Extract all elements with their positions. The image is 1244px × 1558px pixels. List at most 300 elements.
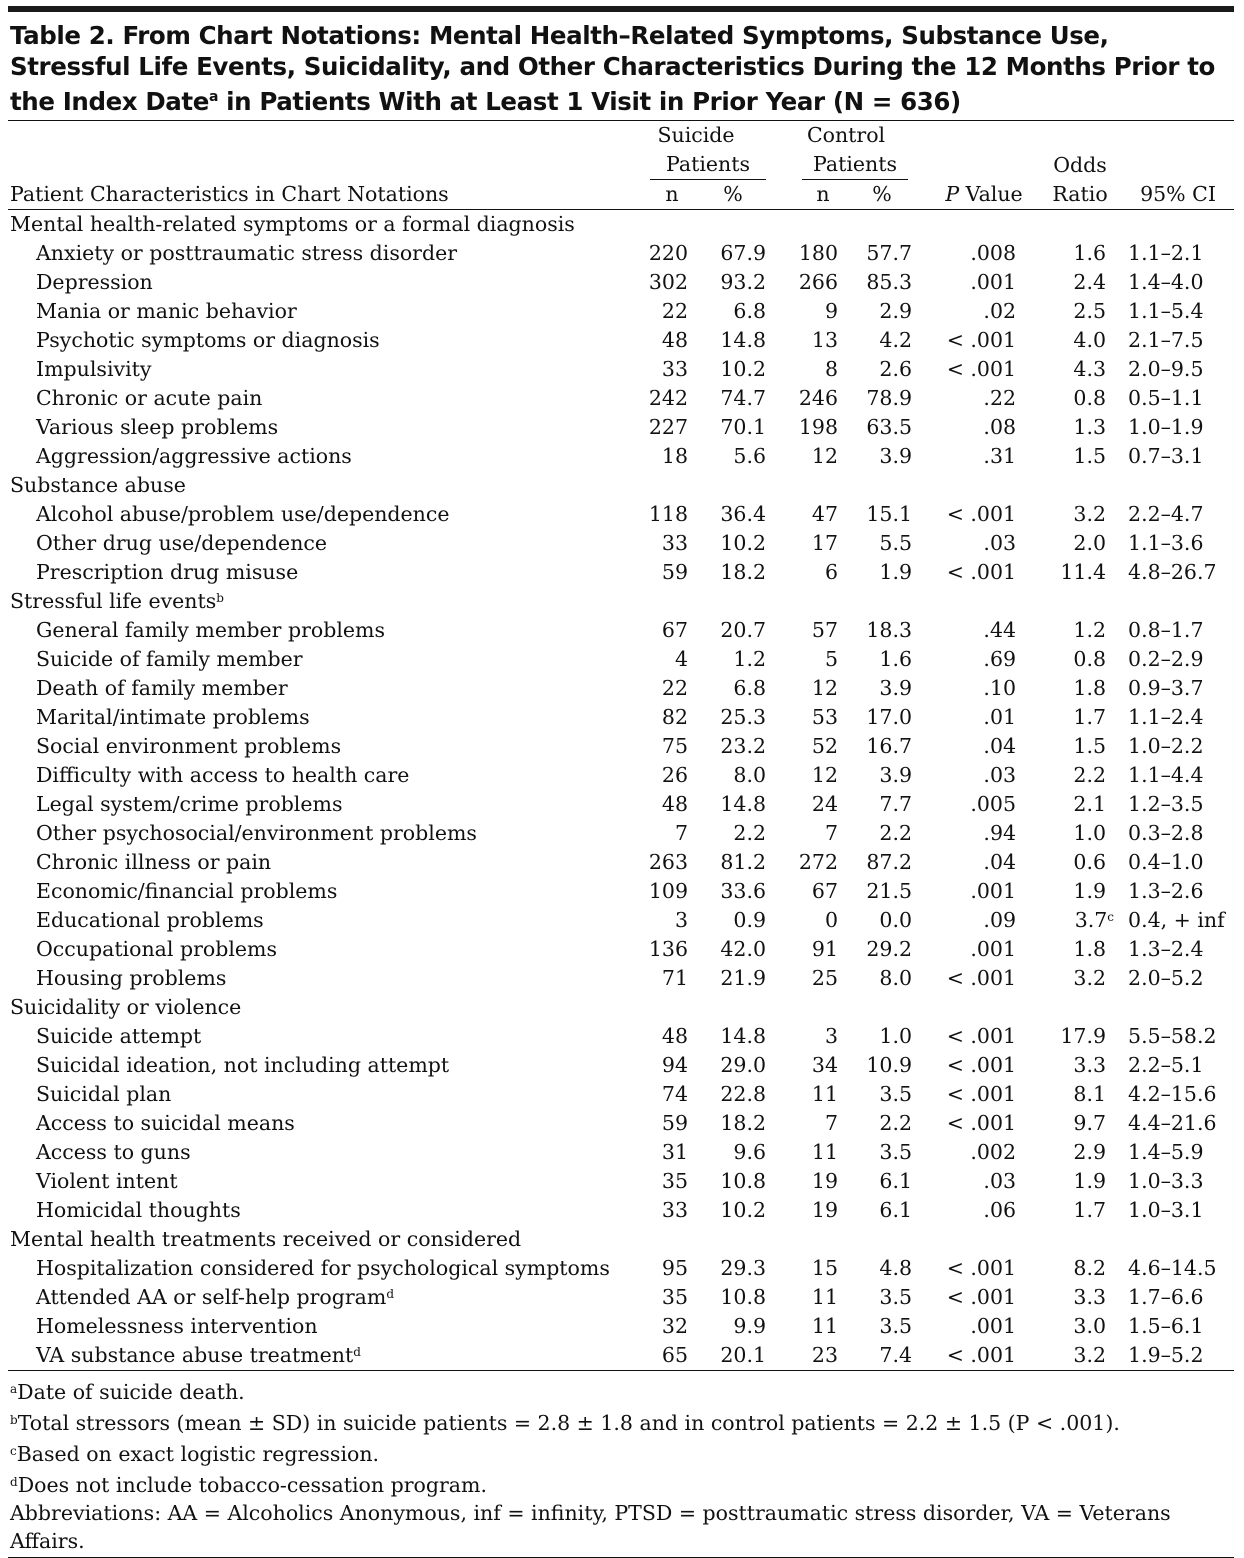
row-label-text: Access to suicidal means — [36, 1111, 295, 1136]
cell-p-value — [920, 326, 1038, 355]
cell-p-value — [920, 1312, 1038, 1341]
row-label — [8, 1167, 620, 1196]
cell-n-control — [772, 616, 844, 645]
cell-pct-suicide — [694, 1022, 772, 1051]
cell-odds-ratio — [1038, 1312, 1122, 1341]
cell-p-value-value: .01 — [983, 705, 1017, 730]
cell-pct-control — [844, 674, 920, 703]
section-row — [8, 1225, 1234, 1254]
cell-pct-suicide — [694, 413, 772, 442]
row-label-text: Chronic illness or pain — [36, 850, 272, 875]
cell-pct-suicide — [694, 761, 772, 790]
table-row — [8, 906, 1234, 935]
cell-pct-control — [844, 1254, 920, 1283]
cell-pct-suicide-value: 93.2 — [720, 270, 767, 295]
cell-n-suicide-value: 95 — [661, 1256, 688, 1281]
footnote-text: Total stressors (mean ± SD) in suicide patients = 2.8 ± 1.8 and in control patients = 2.2 ± 1.5 (P < .001). — [17, 1411, 1120, 1436]
section-label — [8, 1225, 1234, 1254]
row-label-text: Alcohol abuse/problem use/dependence — [36, 502, 450, 527]
cell-odds-ratio-value: 0.8 — [1073, 386, 1107, 411]
cell-odds-ratio-value: 4.3 — [1073, 357, 1107, 382]
cell-ci — [1122, 935, 1234, 964]
section-label — [8, 210, 1234, 240]
cell-ci-value: 1.7–6.6 — [1128, 1285, 1204, 1310]
row-label — [8, 703, 620, 732]
cell-pct-suicide — [694, 1254, 772, 1283]
cell-ci-value: 1.5–6.1 — [1128, 1314, 1204, 1339]
cell-p-value-value: < .001 — [946, 560, 1017, 585]
cell-n-control — [772, 1254, 844, 1283]
cell-ci-value: 1.3–2.6 — [1128, 879, 1204, 904]
table-row — [8, 500, 1234, 529]
cell-n-control — [772, 239, 844, 268]
footnote-mark: c — [10, 1444, 17, 1459]
cell-pct-control-value: 21.5 — [866, 879, 913, 904]
cell-pct-control — [844, 326, 920, 355]
cell-odds-ratio — [1038, 413, 1122, 442]
cell-n-control-value: 12 — [811, 444, 839, 469]
cell-p-value-value: .03 — [983, 763, 1017, 788]
title-footnote-mark: a — [208, 89, 219, 105]
cell-n-suicide-value: 302 — [648, 270, 688, 295]
cell-pct-suicide-value: 18.2 — [720, 560, 767, 585]
cell-n-control-value: 91 — [811, 937, 839, 962]
section-label — [8, 587, 1234, 616]
row-label — [8, 616, 620, 645]
cell-pct-suicide-value: 8.0 — [733, 763, 767, 788]
table-row — [8, 732, 1234, 761]
cell-pct-suicide — [694, 1051, 772, 1080]
cell-ci — [1122, 964, 1234, 993]
cell-pct-control-value: 4.8 — [879, 1256, 913, 1281]
cell-pct-suicide — [694, 239, 772, 268]
cell-n-control-value: 15 — [811, 1256, 839, 1281]
cell-ci — [1122, 239, 1234, 268]
cell-pct-suicide-value: 2.2 — [733, 821, 767, 846]
cell-n-control — [772, 906, 844, 935]
cell-pct-suicide — [694, 1341, 772, 1370]
cell-ci — [1122, 703, 1234, 732]
cell-p-value — [920, 239, 1038, 268]
cell-pct-suicide — [694, 819, 772, 848]
cell-n-suicide-value: 74 — [661, 1082, 688, 1107]
suicide-group-label: Suicide — [657, 123, 735, 148]
cell-odds-ratio — [1038, 616, 1122, 645]
table-row — [8, 703, 1234, 732]
cell-pct-control-value: 7.4 — [879, 1343, 913, 1368]
cell-odds-ratio-value: 3.2 — [1073, 966, 1107, 991]
footnote-mark: b — [10, 1413, 18, 1428]
cell-ci — [1122, 877, 1234, 906]
cell-ci — [1122, 1312, 1234, 1341]
table-row — [8, 384, 1234, 413]
header-row-3 — [8, 180, 1234, 210]
col-ci: 95% CI — [1140, 182, 1216, 207]
cell-n-suicide — [620, 761, 694, 790]
cell-p-value-value: < .001 — [946, 328, 1017, 353]
cell-pct-suicide — [694, 1109, 772, 1138]
cell-p-value-value: < .001 — [946, 1343, 1017, 1368]
cell-n-suicide-value: 35 — [661, 1285, 688, 1310]
cell-pct-control-value: 85.3 — [866, 270, 913, 295]
cell-n-control-value: 19 — [811, 1169, 839, 1194]
cell-pct-suicide-value: 22.8 — [720, 1082, 767, 1107]
cell-pct-suicide — [694, 1167, 772, 1196]
cell-n-suicide — [620, 413, 694, 442]
cell-n-control-value: 24 — [811, 792, 839, 817]
cell-n-suicide — [620, 616, 694, 645]
table-row — [8, 558, 1234, 587]
cell-pct-control — [844, 906, 920, 935]
cell-p-value — [920, 819, 1038, 848]
cell-odds-ratio-value: 8.2 — [1073, 1256, 1107, 1281]
cell-p-value — [920, 1283, 1038, 1312]
cell-p-value-value: .001 — [970, 1314, 1017, 1339]
table-bottom-rule — [8, 1370, 1234, 1371]
row-label-text: Mania or manic behavior — [36, 299, 297, 324]
footnote-mark: d — [353, 1345, 361, 1360]
title-suffix: in Patients With at Least 1 Visit in Prior Year (N = 636) — [218, 87, 961, 117]
row-label — [8, 674, 620, 703]
cell-odds-ratio — [1038, 384, 1122, 413]
section-row — [8, 587, 1234, 616]
table-row — [8, 442, 1234, 471]
cell-pct-control-value: 15.1 — [866, 502, 913, 527]
cell-pct-control — [844, 268, 920, 297]
cell-p-value-value: .001 — [970, 270, 1017, 295]
cell-n-control-value: 11 — [811, 1314, 839, 1339]
cell-pct-control — [844, 529, 920, 558]
row-label-text: Suicide of family member — [36, 647, 303, 672]
row-label-text: Other psychosocial/environment problems — [36, 821, 477, 846]
table-row — [8, 674, 1234, 703]
cell-odds-ratio-value: 11.4 — [1060, 560, 1107, 585]
cell-pct-control-value: 3.9 — [879, 763, 913, 788]
cell-p-value-value: .94 — [983, 821, 1017, 846]
cell-odds-ratio — [1038, 790, 1122, 819]
cell-n-control-value: 53 — [811, 705, 839, 730]
cell-p-value — [920, 790, 1038, 819]
row-label — [8, 1283, 620, 1312]
cell-pct-suicide — [694, 703, 772, 732]
cell-pct-control — [844, 1341, 920, 1370]
cell-p-value-value: .03 — [983, 531, 1017, 556]
table-row — [8, 616, 1234, 645]
row-label — [8, 1138, 620, 1167]
row-label — [8, 384, 620, 413]
cell-n-suicide — [620, 1051, 694, 1080]
cell-pct-control — [844, 848, 920, 877]
cell-ci-value: 1.9–5.2 — [1128, 1343, 1204, 1368]
row-label — [8, 877, 620, 906]
cell-pct-suicide-value: 10.2 — [720, 1198, 767, 1223]
cell-odds-ratio-value: 2.2 — [1073, 763, 1107, 788]
cell-ci-value: 1.1–5.4 — [1128, 299, 1204, 324]
cell-n-control — [772, 1341, 844, 1370]
cell-n-control-value: 3 — [824, 1024, 839, 1049]
cell-odds-ratio — [1038, 1196, 1122, 1225]
cell-ci-value: 1.1–4.4 — [1128, 763, 1204, 788]
cell-pct-suicide-value: 6.8 — [733, 299, 767, 324]
cell-ci-value: 2.1–7.5 — [1128, 328, 1204, 353]
cell-ci — [1122, 616, 1234, 645]
row-label-text: Housing problems — [36, 966, 227, 991]
cell-pct-suicide — [694, 1138, 772, 1167]
cell-n-suicide — [620, 1312, 694, 1341]
row-label — [8, 355, 620, 384]
cell-n-suicide — [620, 442, 694, 471]
cell-ci — [1122, 906, 1234, 935]
row-label-text: Suicide attempt — [36, 1024, 202, 1049]
table-row — [8, 761, 1234, 790]
cell-n-suicide — [620, 1138, 694, 1167]
cell-odds-ratio-value: 9.7 — [1073, 1111, 1107, 1136]
cell-n-control-value: 23 — [811, 1343, 839, 1368]
cell-ci — [1122, 558, 1234, 587]
cell-p-value-value: < .001 — [946, 966, 1017, 991]
section-label — [8, 471, 1234, 500]
row-label — [8, 442, 620, 471]
cell-ci — [1122, 297, 1234, 326]
cell-n-control — [772, 1080, 844, 1109]
cell-ci-value: 2.2–4.7 — [1128, 502, 1204, 527]
cell-n-suicide — [620, 500, 694, 529]
cell-pct-control-value: 2.6 — [879, 357, 913, 382]
table-row — [8, 1167, 1234, 1196]
row-label — [8, 1051, 620, 1080]
cell-pct-control — [844, 500, 920, 529]
cell-p-value — [920, 674, 1038, 703]
cell-pct-control-value: 10.9 — [866, 1053, 913, 1078]
cell-pct-control-value: 17.0 — [866, 705, 913, 730]
table-row — [8, 297, 1234, 326]
cell-n-suicide — [620, 1196, 694, 1225]
cell-odds-ratio — [1038, 1138, 1122, 1167]
cell-odds-ratio-value: 1.0 — [1073, 821, 1107, 846]
cell-pct-control-value: 2.2 — [879, 1111, 913, 1136]
cell-odds-ratio-value: 3.3 — [1073, 1285, 1107, 1310]
row-label — [8, 906, 620, 935]
cell-pct-suicide — [694, 906, 772, 935]
cell-pct-control-value: 87.2 — [866, 850, 913, 875]
cell-pct-control — [844, 384, 920, 413]
cell-p-value — [920, 645, 1038, 674]
cell-p-value-value: .06 — [983, 1198, 1017, 1223]
footnote-mark: d — [386, 1287, 394, 1302]
cell-pct-suicide-value: 10.2 — [720, 357, 767, 382]
cell-ci — [1122, 384, 1234, 413]
row-label — [8, 1341, 620, 1370]
cell-odds-ratio — [1038, 1167, 1122, 1196]
cell-pct-suicide — [694, 1283, 772, 1312]
cell-n-suicide — [620, 1341, 694, 1370]
cell-pct-suicide — [694, 1080, 772, 1109]
row-label-text: Depression — [36, 270, 153, 295]
cell-pct-suicide — [694, 442, 772, 471]
cell-ci-value: 2.0–9.5 — [1128, 357, 1204, 382]
table-row — [8, 848, 1234, 877]
cell-n-suicide-value: 94 — [661, 1053, 688, 1078]
cell-p-value — [920, 964, 1038, 993]
cell-n-suicide-value: 59 — [661, 560, 688, 585]
cell-ci-value: 2.0–5.2 — [1128, 966, 1204, 991]
row-label-text: Homicidal thoughts — [36, 1198, 241, 1223]
cell-n-control — [772, 1138, 844, 1167]
cell-n-suicide — [620, 297, 694, 326]
section-label-text: Mental health treatments received or considered — [10, 1227, 522, 1252]
cell-p-value-value: .008 — [970, 241, 1017, 266]
cell-p-value-value: < .001 — [946, 502, 1017, 527]
cell-n-suicide-value: 109 — [648, 879, 688, 904]
cell-odds-ratio-value: 2.5 — [1073, 299, 1107, 324]
table-row — [8, 645, 1234, 674]
row-label — [8, 1196, 620, 1225]
cell-pct-suicide — [694, 848, 772, 877]
row-label-text: Hospitalization considered for psychological symptoms — [36, 1256, 610, 1281]
table-row — [8, 1341, 1234, 1370]
col-pct-suicide: % — [723, 182, 743, 207]
cell-ci-value: 1.1–2.4 — [1128, 705, 1204, 730]
cell-p-value-value: .005 — [970, 792, 1017, 817]
cell-pct-control-value: 3.5 — [879, 1082, 913, 1107]
table-row — [8, 1283, 1234, 1312]
cell-pct-control — [844, 1022, 920, 1051]
cell-ci — [1122, 819, 1234, 848]
cell-n-control — [772, 935, 844, 964]
cell-pct-suicide — [694, 935, 772, 964]
table-page — [8, 0, 1234, 1558]
cell-p-value-value: < .001 — [946, 1024, 1017, 1049]
row-label-text: Other drug use/dependence — [36, 531, 328, 556]
cell-pct-suicide-value: 74.7 — [720, 386, 767, 411]
cell-pct-suicide — [694, 297, 772, 326]
cell-n-suicide — [620, 1167, 694, 1196]
cell-n-control — [772, 1109, 844, 1138]
cell-odds-ratio-value: 1.2 — [1073, 618, 1107, 643]
cell-n-control — [772, 297, 844, 326]
cell-ci-value: 1.4–4.0 — [1128, 270, 1204, 295]
cell-pct-suicide-value: 9.9 — [733, 1314, 767, 1339]
cell-n-suicide-value: 35 — [661, 1169, 688, 1194]
cell-pct-suicide — [694, 1196, 772, 1225]
cell-n-control-value: 272 — [798, 850, 839, 875]
odds-label: Odds — [1053, 153, 1107, 178]
cell-n-suicide — [620, 790, 694, 819]
row-label-text: Access to guns — [36, 1140, 191, 1165]
cell-p-value — [920, 848, 1038, 877]
cell-p-value — [920, 616, 1038, 645]
cell-p-value — [920, 877, 1038, 906]
row-label — [8, 1109, 620, 1138]
cell-n-control-value: 34 — [811, 1053, 839, 1078]
row-label-text: Prescription drug misuse — [36, 560, 299, 585]
cell-ci-value: 0.4–1.0 — [1128, 850, 1204, 875]
cell-pct-control — [844, 239, 920, 268]
cell-odds-ratio-value: 1.9 — [1073, 1169, 1107, 1194]
cell-p-value — [920, 1022, 1038, 1051]
control-group-label: Control — [806, 123, 886, 148]
cell-pct-suicide-value: 70.1 — [720, 415, 767, 440]
cell-n-suicide — [620, 1109, 694, 1138]
cell-p-value-value: .04 — [983, 850, 1017, 875]
cell-ci-value: 1.1–2.1 — [1128, 241, 1204, 266]
cell-ci — [1122, 268, 1234, 297]
cell-n-suicide-value: 227 — [648, 415, 688, 440]
cell-pct-control — [844, 413, 920, 442]
cell-n-suicide — [620, 326, 694, 355]
row-label-text: Difficulty with access to health care — [36, 763, 410, 788]
cell-odds-ratio-value: 3.0 — [1073, 1314, 1107, 1339]
cell-ci-value: 4.4–21.6 — [1128, 1111, 1217, 1136]
row-label — [8, 500, 620, 529]
cell-n-suicide-value: 71 — [661, 966, 688, 991]
table-row — [8, 819, 1234, 848]
cell-n-control-value: 11 — [811, 1082, 839, 1107]
cell-odds-ratio-value: 4.0 — [1073, 328, 1107, 353]
cell-odds-ratio-value: 3.2 — [1073, 1343, 1107, 1368]
cell-p-value-value: .69 — [983, 647, 1017, 672]
cell-p-value-value: < .001 — [946, 357, 1017, 382]
cell-p-value-value: .44 — [983, 618, 1017, 643]
cell-odds-ratio — [1038, 935, 1122, 964]
cell-n-suicide — [620, 935, 694, 964]
cell-ci-value: 2.2–5.1 — [1128, 1053, 1204, 1078]
cell-n-control-value: 5 — [824, 647, 839, 672]
cell-n-suicide — [620, 732, 694, 761]
cell-ci-value: 4.6–14.5 — [1128, 1256, 1217, 1281]
cell-ci — [1122, 761, 1234, 790]
cell-odds-ratio — [1038, 297, 1122, 326]
cell-pct-suicide-value: 29.3 — [720, 1256, 767, 1281]
table-row — [8, 355, 1234, 384]
cell-pct-control-value: 3.5 — [879, 1314, 913, 1339]
cell-n-control — [772, 384, 844, 413]
cell-ci — [1122, 413, 1234, 442]
cell-p-value — [920, 500, 1038, 529]
cell-odds-ratio — [1038, 645, 1122, 674]
cell-odds-ratio — [1038, 355, 1122, 384]
cell-ci-value: 0.2–2.9 — [1128, 647, 1204, 672]
cell-odds-ratio — [1038, 1341, 1122, 1370]
row-label — [8, 761, 620, 790]
cell-n-suicide — [620, 384, 694, 413]
cell-ci-value: 0.4, + inf — [1128, 908, 1225, 933]
table-row — [8, 1312, 1234, 1341]
cell-pct-control-value: 1.6 — [879, 647, 913, 672]
cell-ci — [1122, 355, 1234, 384]
cell-pct-control-value: 0.0 — [879, 908, 913, 933]
cell-n-control — [772, 1167, 844, 1196]
cell-n-control-value: 57 — [811, 618, 839, 643]
table-row — [8, 1080, 1234, 1109]
cell-odds-ratio — [1038, 268, 1122, 297]
cell-n-suicide — [620, 674, 694, 703]
row-label-text: Violent intent — [36, 1169, 178, 1194]
table-body — [8, 210, 1234, 1371]
cell-ci — [1122, 1022, 1234, 1051]
cell-pct-suicide-value: 9.6 — [733, 1140, 767, 1165]
cell-n-control-value: 6 — [824, 560, 839, 585]
cell-n-control — [772, 645, 844, 674]
row-label-text: Suicidal ideation, not including attempt — [36, 1053, 450, 1078]
cell-n-control-value: 47 — [811, 502, 839, 527]
cell-ci-value: 1.4–5.9 — [1128, 1140, 1204, 1165]
cell-n-control — [772, 761, 844, 790]
cell-pct-suicide — [694, 529, 772, 558]
footnote-mark: b — [216, 591, 224, 606]
row-label-text: Occupational problems — [36, 937, 277, 962]
cell-pct-suicide — [694, 790, 772, 819]
